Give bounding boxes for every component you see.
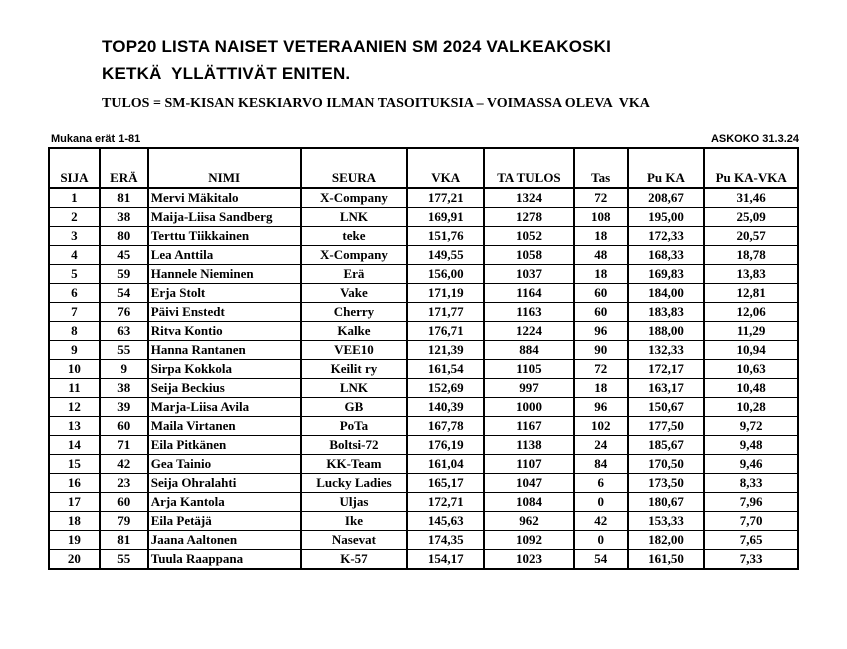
cell-vka: 161,54 <box>407 360 484 379</box>
cell-tas: 48 <box>574 246 628 265</box>
cell-vka: 174,35 <box>407 531 484 550</box>
cell-era: 38 <box>100 208 148 227</box>
cell-nimi: Erja Stolt <box>148 284 301 303</box>
table-row <box>49 512 798 531</box>
cell-pu-ka: 172,33 <box>628 227 705 246</box>
cell-seura: Boltsi-72 <box>301 436 408 455</box>
cell-ta-tulos: 1324 <box>484 188 574 208</box>
cell-seura: K-57 <box>301 550 408 570</box>
cell-vka: 151,76 <box>407 227 484 246</box>
cell-nimi: Lea Anttila <box>148 246 301 265</box>
table-header-row <box>49 148 798 188</box>
cell-era: 60 <box>100 493 148 512</box>
column-header-ta-tulos: TA TULOS <box>484 148 574 188</box>
cell-pu-ka: 184,00 <box>628 284 705 303</box>
cell-sija: 11 <box>49 379 100 398</box>
cell-pu-ka-vka: 13,83 <box>704 265 798 284</box>
results-table <box>48 147 799 570</box>
cell-seura: teke <box>301 227 408 246</box>
cell-seura: Lucky Ladies <box>301 474 408 493</box>
cell-tas: 18 <box>574 379 628 398</box>
cell-pu-ka-vka: 11,29 <box>704 322 798 341</box>
cell-nimi: Jaana Aaltonen <box>148 531 301 550</box>
cell-vka: 172,71 <box>407 493 484 512</box>
cell-sija: 7 <box>49 303 100 322</box>
cell-pu-ka: 208,67 <box>628 188 705 208</box>
page-title-line2: KETKÄ YLLÄTTIVÄT ENITEN. <box>102 64 351 83</box>
cell-pu-ka-vka: 7,33 <box>704 550 798 570</box>
cell-pu-ka-vka: 9,72 <box>704 417 798 436</box>
cell-vka: 177,21 <box>407 188 484 208</box>
table-row <box>49 455 798 474</box>
cell-nimi: Ritva Kontio <box>148 322 301 341</box>
cell-pu-ka: 169,83 <box>628 265 705 284</box>
cell-vka: 165,17 <box>407 474 484 493</box>
cell-ta-tulos: 1105 <box>484 360 574 379</box>
cell-pu-ka-vka: 10,63 <box>704 360 798 379</box>
cell-sija: 19 <box>49 531 100 550</box>
cell-era: 71 <box>100 436 148 455</box>
cell-seura: Uljas <box>301 493 408 512</box>
cell-seura: Cherry <box>301 303 408 322</box>
cell-vka: 154,17 <box>407 550 484 570</box>
cell-seura: Nasevat <box>301 531 408 550</box>
cell-seura: LNK <box>301 208 408 227</box>
cell-vka: 171,77 <box>407 303 484 322</box>
table-row <box>49 227 798 246</box>
cell-ta-tulos: 1037 <box>484 265 574 284</box>
cell-sija: 13 <box>49 417 100 436</box>
column-header-pu-ka-vka: Pu KA-VKA <box>704 148 798 188</box>
cell-pu-ka-vka: 12,06 <box>704 303 798 322</box>
cell-pu-ka-vka: 31,46 <box>704 188 798 208</box>
cell-pu-ka: 153,33 <box>628 512 705 531</box>
cell-era: 9 <box>100 360 148 379</box>
cell-sija: 3 <box>49 227 100 246</box>
cell-ta-tulos: 884 <box>484 341 574 360</box>
cell-seura: LNK <box>301 379 408 398</box>
cell-seura: Keilit ry <box>301 360 408 379</box>
cell-nimi: Eila Petäjä <box>148 512 301 531</box>
cell-ta-tulos: 1084 <box>484 493 574 512</box>
cell-vka: 140,39 <box>407 398 484 417</box>
cell-seura: X-Company <box>301 246 408 265</box>
cell-nimi: Hanna Rantanen <box>148 341 301 360</box>
cell-sija: 20 <box>49 550 100 570</box>
cell-era: 59 <box>100 265 148 284</box>
cell-pu-ka-vka: 20,57 <box>704 227 798 246</box>
cell-pu-ka: 182,00 <box>628 531 705 550</box>
cell-sija: 4 <box>49 246 100 265</box>
cell-tas: 96 <box>574 398 628 417</box>
column-header-vka: VKA <box>407 148 484 188</box>
cell-tas: 6 <box>574 474 628 493</box>
cell-ta-tulos: 1163 <box>484 303 574 322</box>
table-row <box>49 474 798 493</box>
table-row <box>49 265 798 284</box>
cell-nimi: Arja Kantola <box>148 493 301 512</box>
cell-nimi: Hannele Nieminen <box>148 265 301 284</box>
cell-tas: 18 <box>574 227 628 246</box>
table-row <box>49 493 798 512</box>
cell-pu-ka-vka: 10,48 <box>704 379 798 398</box>
cell-tas: 60 <box>574 284 628 303</box>
cell-pu-ka-vka: 7,96 <box>704 493 798 512</box>
cell-sija: 15 <box>49 455 100 474</box>
cell-pu-ka: 195,00 <box>628 208 705 227</box>
table-row <box>49 379 798 398</box>
cell-era: 54 <box>100 284 148 303</box>
cell-pu-ka-vka: 10,28 <box>704 398 798 417</box>
cell-nimi: Mervi Mäkitalo <box>148 188 301 208</box>
cell-pu-ka: 132,33 <box>628 341 705 360</box>
cell-era: 55 <box>100 550 148 570</box>
column-header-nimi: NIMI <box>148 148 301 188</box>
cell-nimi: Marja-Liisa Avila <box>148 398 301 417</box>
cell-vka: 176,19 <box>407 436 484 455</box>
cell-pu-ka: 163,17 <box>628 379 705 398</box>
cell-era: 42 <box>100 455 148 474</box>
cell-sija: 12 <box>49 398 100 417</box>
cell-nimi: Eila Pitkänen <box>148 436 301 455</box>
cell-pu-ka-vka: 8,33 <box>704 474 798 493</box>
cell-sija: 5 <box>49 265 100 284</box>
cell-era: 76 <box>100 303 148 322</box>
cell-pu-ka-vka: 18,78 <box>704 246 798 265</box>
cell-era: 45 <box>100 246 148 265</box>
table-row <box>49 436 798 455</box>
cell-tas: 102 <box>574 417 628 436</box>
cell-pu-ka: 150,67 <box>628 398 705 417</box>
cell-ta-tulos: 1058 <box>484 246 574 265</box>
cell-pu-ka: 172,17 <box>628 360 705 379</box>
table-row <box>49 303 798 322</box>
cell-era: 79 <box>100 512 148 531</box>
cell-seura: VEE10 <box>301 341 408 360</box>
cell-seura: PoTa <box>301 417 408 436</box>
cell-era: 81 <box>100 531 148 550</box>
column-header-pu-ka: Pu KA <box>628 148 705 188</box>
cell-pu-ka: 177,50 <box>628 417 705 436</box>
cell-pu-ka: 180,67 <box>628 493 705 512</box>
cell-sija: 10 <box>49 360 100 379</box>
cell-ta-tulos: 1164 <box>484 284 574 303</box>
cell-sija: 2 <box>49 208 100 227</box>
cell-pu-ka: 168,33 <box>628 246 705 265</box>
cell-ta-tulos: 1107 <box>484 455 574 474</box>
cell-ta-tulos: 1138 <box>484 436 574 455</box>
cell-nimi: Maija-Liisa Sandberg <box>148 208 301 227</box>
cell-sija: 8 <box>49 322 100 341</box>
cell-era: 63 <box>100 322 148 341</box>
table-row <box>49 246 798 265</box>
cell-sija: 17 <box>49 493 100 512</box>
cell-pu-ka: 170,50 <box>628 455 705 474</box>
cell-pu-ka-vka: 9,48 <box>704 436 798 455</box>
table-row <box>49 188 798 208</box>
cell-vka: 121,39 <box>407 341 484 360</box>
cell-pu-ka: 161,50 <box>628 550 705 570</box>
cell-seura: Kalke <box>301 322 408 341</box>
table-row <box>49 341 798 360</box>
column-header-seura: SEURA <box>301 148 408 188</box>
rounds-note: Mukana erät 1-81 <box>51 133 141 145</box>
column-header-era: ERÄ <box>100 148 148 188</box>
cell-nimi: Päivi Enstedt <box>148 303 301 322</box>
cell-pu-ka: 185,67 <box>628 436 705 455</box>
cell-era: 38 <box>100 379 148 398</box>
author-date-note: ASKOKO 31.3.24 <box>710 133 799 145</box>
cell-tas: 18 <box>574 265 628 284</box>
cell-sija: 6 <box>49 284 100 303</box>
cell-pu-ka-vka: 12,81 <box>704 284 798 303</box>
cell-era: 60 <box>100 417 148 436</box>
column-header-tas: Tas <box>574 148 628 188</box>
cell-sija: 9 <box>49 341 100 360</box>
cell-seura: Erä <box>301 265 408 284</box>
table-row <box>49 531 798 550</box>
cell-vka: 156,00 <box>407 265 484 284</box>
cell-pu-ka-vka: 7,70 <box>704 512 798 531</box>
cell-pu-ka-vka: 9,46 <box>704 455 798 474</box>
page-title: TOP20 LISTA NAISET VETERAANIEN SM 2024 VALKEAKOSKI <box>102 37 612 56</box>
cell-ta-tulos: 997 <box>484 379 574 398</box>
table-row <box>49 360 798 379</box>
cell-era: 23 <box>100 474 148 493</box>
cell-vka: 152,69 <box>407 379 484 398</box>
cell-era: 55 <box>100 341 148 360</box>
cell-tas: 0 <box>574 493 628 512</box>
cell-sija: 16 <box>49 474 100 493</box>
cell-tas: 54 <box>574 550 628 570</box>
cell-tas: 96 <box>574 322 628 341</box>
cell-seura: Vake <box>301 284 408 303</box>
cell-sija: 18 <box>49 512 100 531</box>
cell-tas: 60 <box>574 303 628 322</box>
cell-vka: 149,55 <box>407 246 484 265</box>
cell-sija: 1 <box>71 190 78 205</box>
cell-ta-tulos: 962 <box>484 512 574 531</box>
cell-era: 39 <box>100 398 148 417</box>
cell-ta-tulos: 1047 <box>484 474 574 493</box>
cell-tas: 24 <box>574 436 628 455</box>
cell-pu-ka: 183,83 <box>628 303 705 322</box>
cell-seura: Ike <box>301 512 408 531</box>
cell-tas: 42 <box>574 512 628 531</box>
cell-pu-ka: 188,00 <box>628 322 705 341</box>
cell-tas: 84 <box>574 455 628 474</box>
cell-seura: KK-Team <box>301 455 408 474</box>
cell-tas: 90 <box>574 341 628 360</box>
cell-pu-ka-vka: 25,09 <box>704 208 798 227</box>
cell-vka: 145,63 <box>407 512 484 531</box>
cell-vka: 167,78 <box>407 417 484 436</box>
cell-vka: 176,71 <box>407 322 484 341</box>
cell-nimi: Seija Beckius <box>148 379 301 398</box>
cell-tas: 108 <box>574 208 628 227</box>
cell-tas: 0 <box>574 531 628 550</box>
column-header-sija: SIJA <box>49 148 100 188</box>
cell-ta-tulos: 1092 <box>484 531 574 550</box>
cell-seura: X-Company <box>301 188 408 208</box>
cell-nimi: Terttu Tiikkainen <box>148 227 301 246</box>
cell-nimi: Sirpa Kokkola <box>148 360 301 379</box>
cell-ta-tulos: 1224 <box>484 322 574 341</box>
cell-ta-tulos: 1052 <box>484 227 574 246</box>
table-row <box>49 284 798 303</box>
cell-vka: 171,19 <box>407 284 484 303</box>
cell-nimi: Seija Ohralahti <box>148 474 301 493</box>
table-row <box>49 550 798 570</box>
cell-ta-tulos: 1000 <box>484 398 574 417</box>
page-subtitle: TULOS = SM-KISAN KESKIARVO ILMAN TASOITUKSIA – VOIMASSA OLEVA VKA <box>102 96 650 111</box>
cell-ta-tulos: 1278 <box>484 208 574 227</box>
cell-nimi: Maila Virtanen <box>148 417 301 436</box>
cell-nimi: Gea Tainio <box>148 455 301 474</box>
cell-seura: GB <box>301 398 408 417</box>
cell-tas: 72 <box>574 360 628 379</box>
table-row <box>49 398 798 417</box>
cell-era: 80 <box>100 227 148 246</box>
cell-sija: 14 <box>49 436 100 455</box>
cell-ta-tulos: 1167 <box>484 417 574 436</box>
cell-tas: 72 <box>574 188 628 208</box>
table-row <box>49 322 798 341</box>
cell-vka: 161,04 <box>407 455 484 474</box>
cell-pu-ka-vka: 10,94 <box>704 341 798 360</box>
cell-pu-ka-vka: 7,65 <box>704 531 798 550</box>
cell-vka: 169,91 <box>407 208 484 227</box>
cell-pu-ka: 173,50 <box>628 474 705 493</box>
table-row <box>49 417 798 436</box>
cell-nimi: Tuula Raappana <box>148 550 301 570</box>
cell-ta-tulos: 1023 <box>484 550 574 570</box>
table-row <box>49 208 798 227</box>
cell-era: 81 <box>100 188 148 208</box>
